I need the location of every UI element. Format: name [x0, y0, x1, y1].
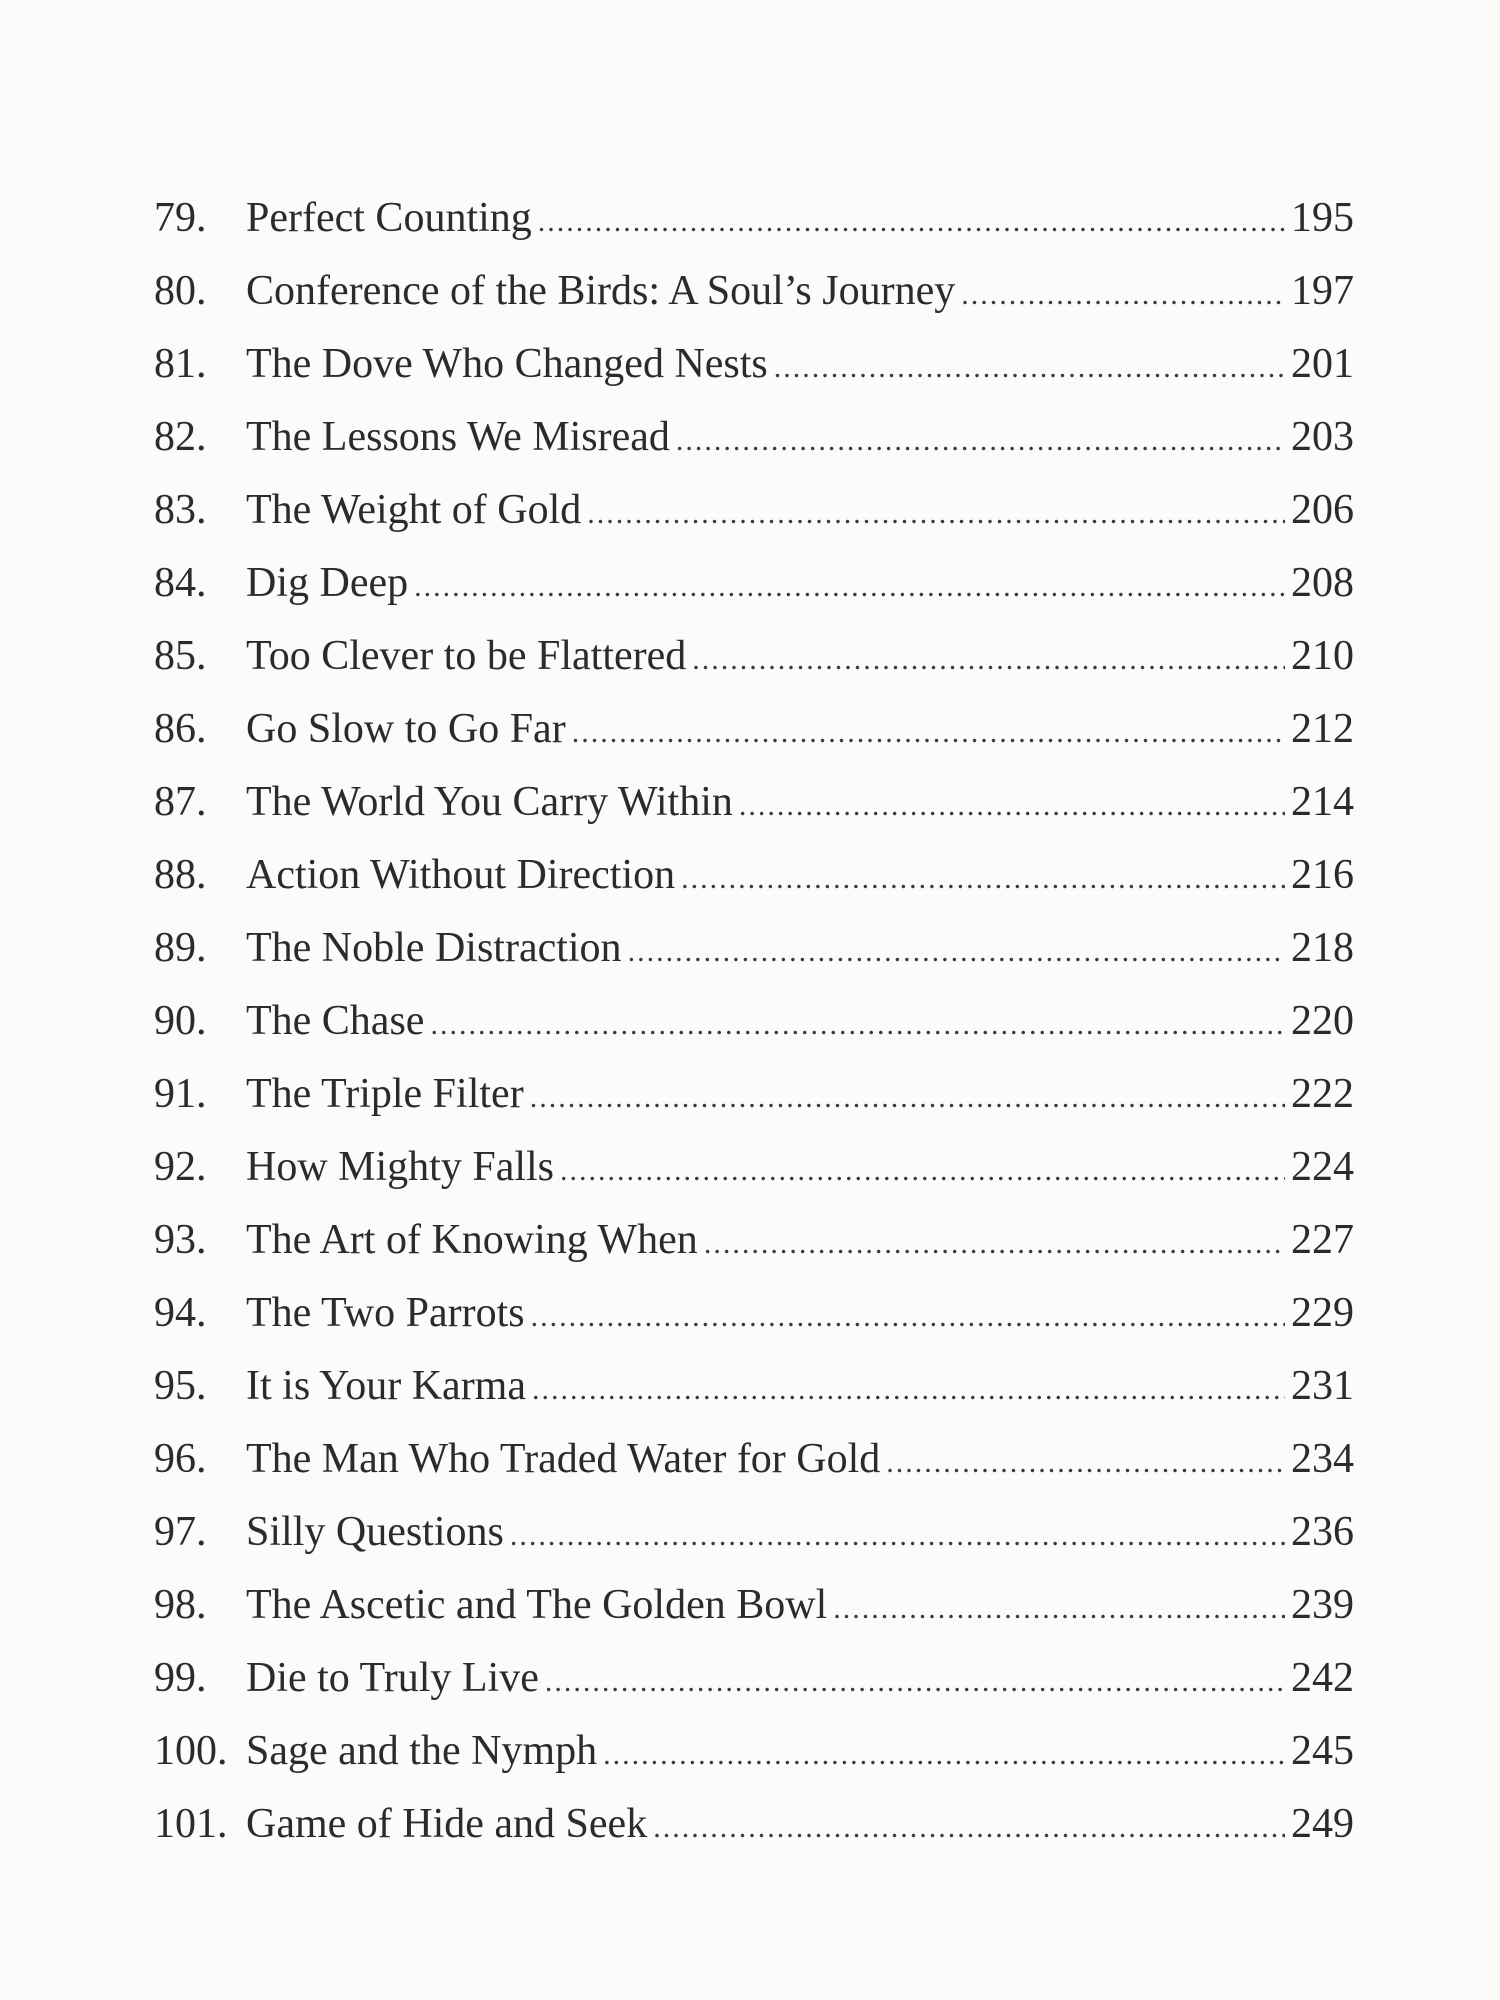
dot-leader [704, 1207, 1285, 1280]
dot-leader [692, 623, 1285, 696]
entry-number: 85. [154, 633, 207, 679]
entry-page-number: 229 [1291, 1290, 1354, 1336]
entry-page-number: 210 [1291, 633, 1354, 679]
dot-leader [532, 1353, 1285, 1426]
entry-number: 84. [154, 560, 207, 606]
toc-entry [154, 1277, 1354, 1350]
toc-entry [154, 1496, 1354, 1569]
toc-entry [154, 1423, 1354, 1496]
dot-leader [833, 1572, 1285, 1645]
entry-page-number: 216 [1291, 852, 1354, 898]
entry-title: Dig Deep [246, 560, 409, 606]
toc-entry [154, 182, 1354, 255]
entry-title: The World You Carry Within [246, 779, 733, 825]
entry-title: The Man Who Traded Water for Gold [246, 1436, 881, 1482]
entry-title: Game of Hide and Seek [246, 1801, 648, 1847]
entry-number: 88. [154, 852, 207, 898]
entry-title: The Two Parrots [246, 1290, 525, 1336]
dot-leader [510, 1499, 1285, 1572]
dot-leader [414, 550, 1285, 623]
entry-page-number: 203 [1291, 414, 1354, 460]
toc-entry [154, 1569, 1354, 1642]
toc-entry [154, 1131, 1354, 1204]
entry-number: 91. [154, 1071, 207, 1117]
entry-number: 94. [154, 1290, 207, 1336]
dot-leader [545, 1645, 1285, 1718]
entry-page-number: 201 [1291, 341, 1354, 387]
entry-title: Conference of the Birds: A Soul’s Journey [246, 268, 956, 314]
dot-leader [430, 988, 1285, 1061]
entry-page-number: 236 [1291, 1509, 1354, 1555]
entry-page-number: 224 [1291, 1144, 1354, 1190]
dot-leader [628, 915, 1285, 988]
entry-title: The Chase [246, 998, 425, 1044]
dot-leader [572, 696, 1285, 769]
entry-number: 98. [154, 1582, 207, 1628]
entry-number: 81. [154, 341, 207, 387]
entry-number: 90. [154, 998, 207, 1044]
entry-title: The Triple Filter [246, 1071, 524, 1117]
entry-page-number: 227 [1291, 1217, 1354, 1263]
dot-leader [961, 258, 1285, 331]
dot-leader [530, 1061, 1285, 1134]
entry-number: 93. [154, 1217, 207, 1263]
entry-number: 86. [154, 706, 207, 752]
entry-number: 83. [154, 487, 207, 533]
entry-page-number: 195 [1291, 195, 1354, 241]
entry-number: 99. [154, 1655, 207, 1701]
entry-number: 101. [154, 1801, 228, 1847]
entry-number: 100. [154, 1728, 228, 1774]
entry-title: Too Clever to be Flattered [246, 633, 687, 679]
entry-title: The Lessons We Misread [246, 414, 670, 460]
entry-title: Action Without Direction [246, 852, 676, 898]
entry-page-number: 249 [1291, 1801, 1354, 1847]
entry-page-number: 234 [1291, 1436, 1354, 1482]
table-of-contents [154, 182, 1354, 1861]
toc-entry [154, 766, 1354, 839]
entry-title: How Mighty Falls [246, 1144, 555, 1190]
toc-entry [154, 328, 1354, 401]
toc-entry [154, 1788, 1354, 1861]
entry-number: 82. [154, 414, 207, 460]
entry-number: 89. [154, 925, 207, 971]
dot-leader [653, 1791, 1285, 1864]
entry-number: 87. [154, 779, 207, 825]
toc-entry [154, 1715, 1354, 1788]
entry-title: Die to Truly Live [246, 1655, 539, 1701]
toc-entry [154, 985, 1354, 1058]
entry-page-number: 231 [1291, 1363, 1354, 1409]
entry-page-number: 208 [1291, 560, 1354, 606]
toc-entry [154, 1058, 1354, 1131]
entry-page-number: 239 [1291, 1582, 1354, 1628]
dot-leader [681, 842, 1285, 915]
entry-number: 80. [154, 268, 207, 314]
entry-page-number: 242 [1291, 1655, 1354, 1701]
toc-entry [154, 620, 1354, 693]
entry-page-number: 220 [1291, 998, 1354, 1044]
entry-number: 92. [154, 1144, 207, 1190]
toc-entry [154, 1350, 1354, 1423]
dot-leader [560, 1134, 1285, 1207]
entry-page-number: 197 [1291, 268, 1354, 314]
toc-entry [154, 255, 1354, 328]
toc-entry [154, 839, 1354, 912]
dot-leader [531, 1280, 1285, 1353]
toc-entry [154, 693, 1354, 766]
entry-number: 97. [154, 1509, 207, 1555]
entry-page-number: 222 [1291, 1071, 1354, 1117]
dot-leader [886, 1426, 1285, 1499]
entry-number: 95. [154, 1363, 207, 1409]
entry-title: Silly Questions [246, 1509, 504, 1555]
dot-leader [587, 477, 1285, 550]
dot-leader [739, 769, 1285, 842]
toc-entry [154, 401, 1354, 474]
toc-entry [154, 1204, 1354, 1277]
dot-leader [774, 331, 1285, 404]
entry-title: The Weight of Gold [246, 487, 582, 533]
dot-leader [538, 185, 1285, 258]
toc-entry [154, 474, 1354, 547]
entry-title: Perfect Counting [246, 195, 532, 241]
entry-page-number: 206 [1291, 487, 1354, 533]
entry-page-number: 212 [1291, 706, 1354, 752]
entry-title: The Noble Distraction [246, 925, 622, 971]
entry-title: The Art of Knowing When [246, 1217, 698, 1263]
entry-title: Sage and the Nymph [246, 1728, 598, 1774]
entry-page-number: 218 [1291, 925, 1354, 971]
entry-number: 79. [154, 195, 207, 241]
toc-entry [154, 912, 1354, 985]
toc-entry [154, 1642, 1354, 1715]
dot-leader [676, 404, 1285, 477]
entry-title: Go Slow to Go Far [246, 706, 566, 752]
dot-leader [603, 1718, 1285, 1791]
entry-title: It is Your Karma [246, 1363, 526, 1409]
entry-title: The Dove Who Changed Nests [246, 341, 768, 387]
entry-page-number: 245 [1291, 1728, 1354, 1774]
entry-number: 96. [154, 1436, 207, 1482]
toc-entry [154, 547, 1354, 620]
entry-page-number: 214 [1291, 779, 1354, 825]
entry-title: The Ascetic and The Golden Bowl [246, 1582, 828, 1628]
